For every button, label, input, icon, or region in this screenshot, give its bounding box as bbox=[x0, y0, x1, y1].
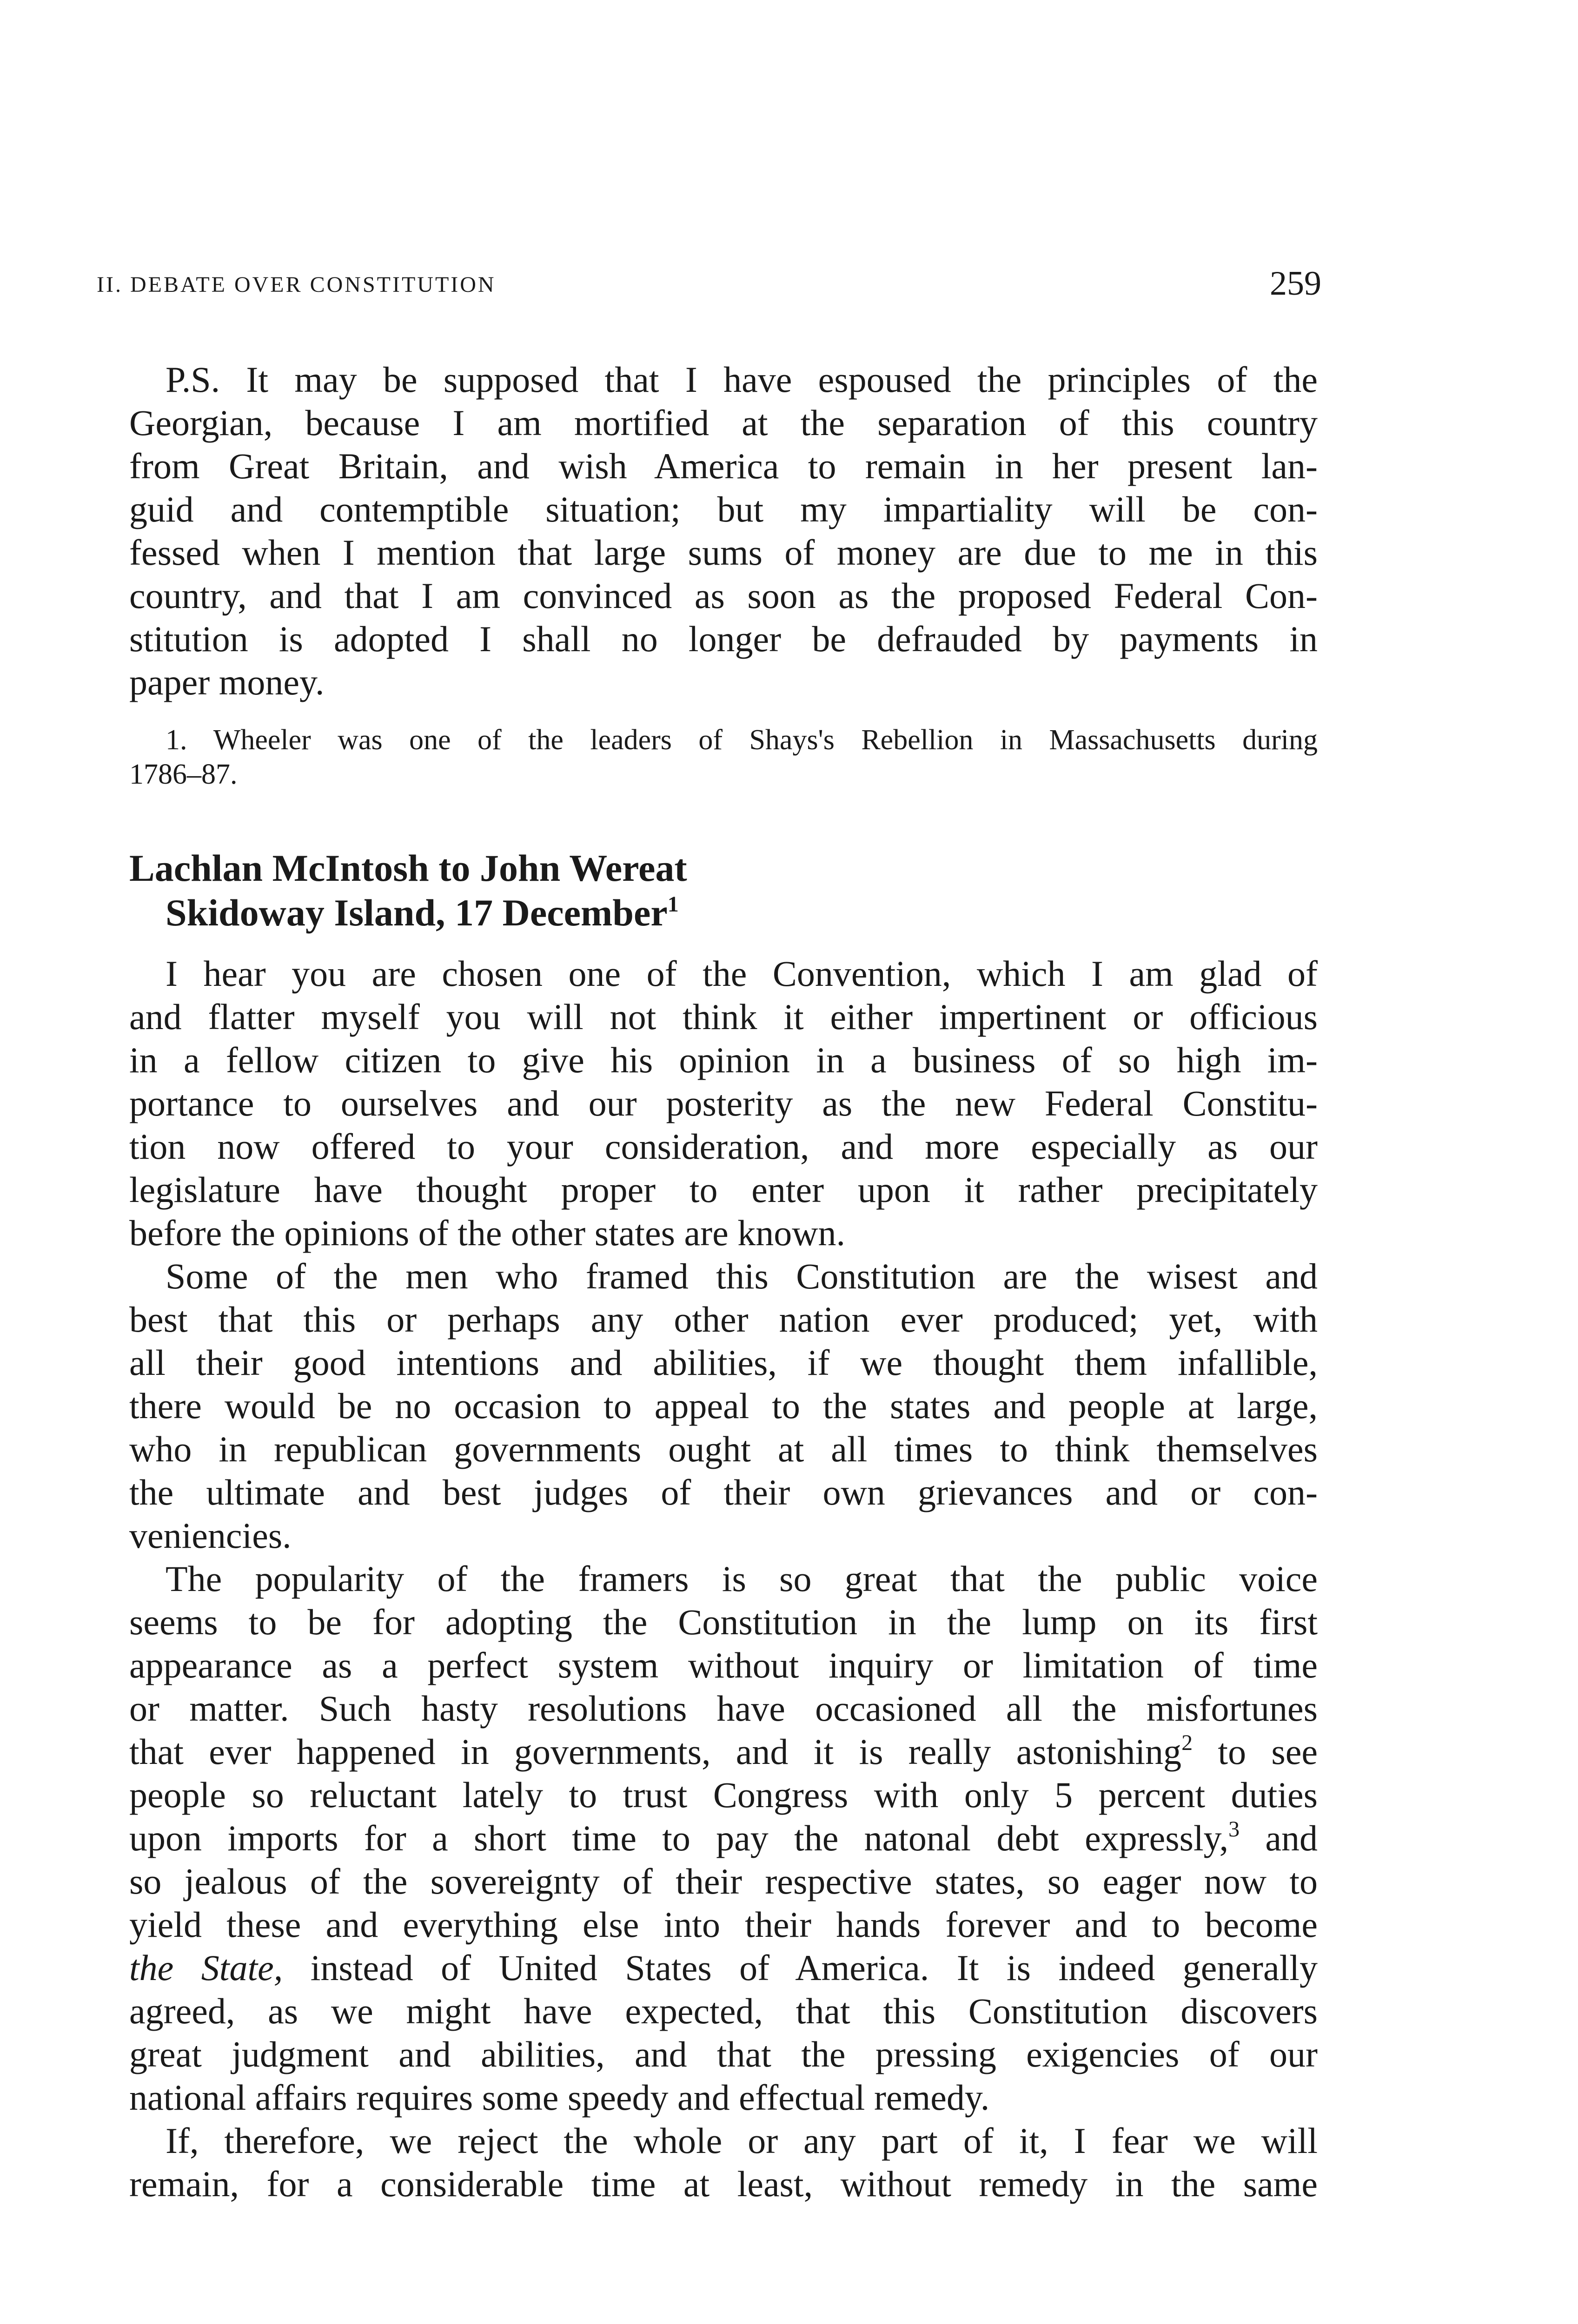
page-number: 259 bbox=[1270, 264, 1321, 303]
text-segment: to see bbox=[1193, 1731, 1318, 1772]
text-line: veniencies. bbox=[129, 1515, 292, 1556]
text-line: If, therefore, we reject the whole or any part of it, I fear we will bbox=[166, 2120, 1318, 2161]
text-segment: that ever happened in governments, and it is really astonishing bbox=[129, 1731, 1182, 1772]
text-line: before the opinions of the other states are known. bbox=[129, 1213, 846, 1253]
text-line: P.S. It may be supposed that I have espoused the principles of the bbox=[166, 359, 1318, 400]
text-line: stitution is adopted I shall no longer be defrauded by payments in bbox=[129, 619, 1318, 659]
text-line: agreed, as we might have expected, that this Constitution discovers bbox=[129, 1991, 1318, 2031]
text-line: portance to ourselves and our posterity as the new Federal Constitu- bbox=[129, 1083, 1318, 1123]
text-line bbox=[129, 1946, 1318, 1989]
text-line: people so reluctant lately to trust Congress with only 5 percent duties bbox=[129, 1775, 1318, 1815]
text-line: so jealous of the sovereignty of their respective states, so eager now to bbox=[129, 1861, 1318, 1901]
text-line: country, and that I am convinced as soon as the proposed Federal Con- bbox=[129, 575, 1318, 616]
text-segment: and bbox=[1240, 1818, 1318, 1858]
text-line: appearance as a perfect system without inquiry or limitation of time bbox=[129, 1645, 1318, 1685]
text-line: paper money. bbox=[129, 662, 325, 702]
note-reference: 3 bbox=[1228, 1817, 1240, 1842]
text-line: Some of the men who framed this Constitution are the wisest and bbox=[166, 1256, 1318, 1296]
place-date-text: Skidoway Island, 17 December bbox=[166, 891, 668, 934]
text-line: legislature have thought proper to enter upon it rather precipitately bbox=[129, 1169, 1318, 1210]
text-line: remain, for a considerable time at least, without remedy in the same bbox=[129, 2164, 1318, 2204]
text-line: all their good intentions and abilities, if we thought them infallible, bbox=[129, 1342, 1318, 1383]
text-line: who in republican governments ought at all times to think themselves bbox=[129, 1429, 1318, 1469]
letter-title: Lachlan McIntosh to John Wereat bbox=[129, 847, 687, 889]
note-reference: 1 bbox=[667, 892, 679, 917]
text-line: tion now offered to your consideration, and more especially as our bbox=[129, 1126, 1318, 1167]
footnote-line: 1786–87. bbox=[129, 759, 238, 790]
footnote-line: 1. Wheeler was one of the leaders of Shays's Rebellion in Massachusetts during bbox=[166, 724, 1318, 756]
text-line: great judgment and abilities, and that the pressing exigencies of our bbox=[129, 2034, 1318, 2074]
letter-body bbox=[129, 952, 1318, 2205]
text-segment: upon imports for a short time to pay the natonal debt expressly, bbox=[129, 1818, 1229, 1858]
letter-place-date bbox=[129, 891, 687, 935]
text-line: the ultimate and best judges of their own grievances and or con- bbox=[129, 1472, 1318, 1512]
text-line: national affairs requires some speedy and effectual remedy. bbox=[129, 2077, 990, 2118]
running-head: II. DEBATE OVER CONSTITUTION bbox=[97, 272, 496, 297]
text-line bbox=[129, 1816, 1318, 1860]
text-line: The popularity of the framers is so great that the public voice bbox=[166, 1558, 1318, 1599]
letter-heading bbox=[129, 846, 687, 935]
italic-text: the State, bbox=[129, 1948, 283, 1988]
text-line: yield these and everything else into their hands forever and to become bbox=[129, 1904, 1318, 1945]
text-line: there would be no occasion to appeal to the states and people at large, bbox=[129, 1386, 1318, 1426]
text-line: guid and contemptible situation; but my impartiality will be con- bbox=[129, 489, 1318, 529]
text-line: I hear you are chosen one of the Convention, which I am glad of bbox=[166, 953, 1318, 994]
postscript bbox=[129, 358, 1318, 704]
text-segment: instead of United States of America. It is indeed generally bbox=[283, 1948, 1318, 1988]
note-reference: 2 bbox=[1181, 1730, 1193, 1755]
footnote bbox=[129, 723, 1318, 792]
text-line: fessed when I mention that large sums of money are due to me in this bbox=[129, 532, 1318, 573]
text-line: from Great Britain, and wish America to remain in her present lan- bbox=[129, 446, 1318, 486]
text-line: in a fellow citizen to give his opinion in a business of so high im- bbox=[129, 1040, 1318, 1080]
text-line: and flatter myself you will not think it either impertinent or officious bbox=[129, 997, 1318, 1037]
text-line: best that this or perhaps any other nation ever produced; yet, with bbox=[129, 1299, 1318, 1340]
text-line: or matter. Such hasty resolutions have occasioned all the misfortunes bbox=[129, 1688, 1318, 1729]
text-line: Georgian, because I am mortified at the separation of this country bbox=[129, 403, 1318, 443]
text-line bbox=[129, 1730, 1318, 1773]
text-line: seems to be for adopting the Constitution in the lump on its first bbox=[129, 1602, 1318, 1642]
